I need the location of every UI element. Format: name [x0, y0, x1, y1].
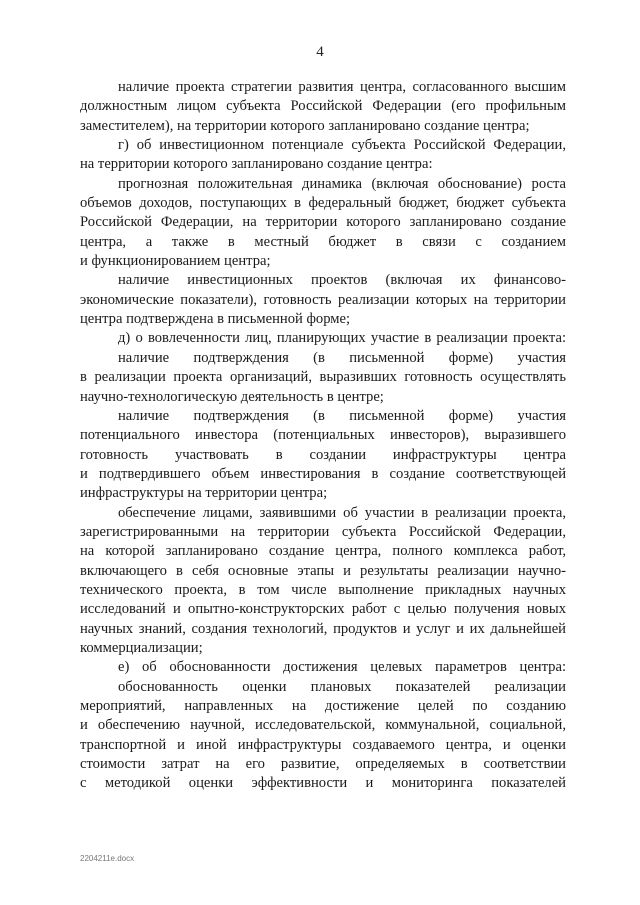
text-line: наличие подтверждения (в письменной форме) участия	[118, 407, 566, 424]
document-body	[80, 78, 566, 794]
text-line: инфраструктуры на территории центра;	[80, 485, 328, 502]
text-line: включающего в себя основные этапы и результаты реализации научно-	[80, 562, 566, 579]
text-line: технического проекта, в том числе выполнение прикладных научных	[80, 581, 566, 598]
text-line: коммерциализации;	[80, 639, 203, 656]
text-line: объемов доходов, поступающих в федеральный бюджет, бюджет субъекта	[80, 195, 566, 212]
text-line: наличие проекта стратегии развития центра, согласованного высшим	[118, 79, 566, 95]
text-line: на которой запланировано создание центра, полного комплекса работ,	[80, 543, 566, 560]
text-line: обоснованность оценки плановых показателей реализации	[118, 678, 566, 695]
page-number: 4	[316, 44, 324, 60]
text-line: исследований и опытно-конструкторских работ с целью получения новых	[80, 601, 566, 618]
text-line: стоимости затрат на его развитие, определяемых в соответствии	[80, 756, 566, 773]
text-line: заместителем), на территории которого запланировано создание центра;	[80, 117, 530, 134]
text-line: е) об обоснованности достижения целевых параметров центра:	[118, 659, 566, 676]
text-line: научно-технологическую деятельность в центре;	[80, 388, 384, 405]
text-line: Российской Федерации, на территории которого запланировано создание	[80, 214, 566, 231]
text-line: транспортной и иной инфраструктуры создаваемого центра, и оценки	[80, 736, 566, 753]
text-line: в реализации проекта организаций, выразивших готовность осуществлять	[80, 369, 566, 386]
text-line: с методикой оценки эффективности и мониторинга показателей	[80, 775, 566, 792]
text-line: научных знаний, создания технологий, продуктов и услуг и их дальнейшей	[80, 620, 566, 637]
text-line: должностным лицом субъекта Российской Федерации (его профильным	[80, 98, 566, 115]
text-line: д) о вовлеченности лиц, планирующих участие в реализации проекта:	[118, 330, 566, 347]
text-line: зарегистрированными на территории субъекта Российской Федерации,	[80, 523, 566, 540]
text-line: г) об инвестиционном потенциале субъекта Российской Федерации,	[118, 137, 566, 154]
text-line: мероприятий, направленных на достижение целей по созданию	[80, 698, 566, 714]
text-line: наличие инвестиционных проектов (включая их финансово-	[118, 272, 566, 289]
text-line: экономические показатели), готовность реализации которых на территории	[80, 291, 566, 308]
text-line: обеспечение лицами, заявившими об участии в реализации проекта,	[118, 504, 566, 521]
text-line: на территории которого запланировано создание центра:	[80, 156, 433, 173]
text-line: готовность участвовать в создании инфраструктуры центра	[80, 446, 566, 463]
text-line: и функционированием центра;	[80, 253, 271, 270]
text-line: центра подтверждена в письменной форме;	[80, 311, 351, 328]
text-line: и подтвердившего объем инвестирования в создание соответствующей	[80, 465, 566, 482]
file-name-footer: 2204211e.docx	[80, 854, 135, 863]
text-line: потенциального инвестора (потенциальных инвесторов), выразившего	[80, 427, 566, 444]
text-line: прогнозная положительная динамика (включая обоснование) роста	[118, 175, 566, 192]
text-line: наличие подтверждения (в письменной форме) участия	[118, 349, 566, 366]
text-line: и обеспечению научной, исследовательской, коммунальной, социальной,	[80, 717, 566, 734]
text-line: центра, а также в местный бюджет в связи с созданием	[80, 233, 566, 250]
